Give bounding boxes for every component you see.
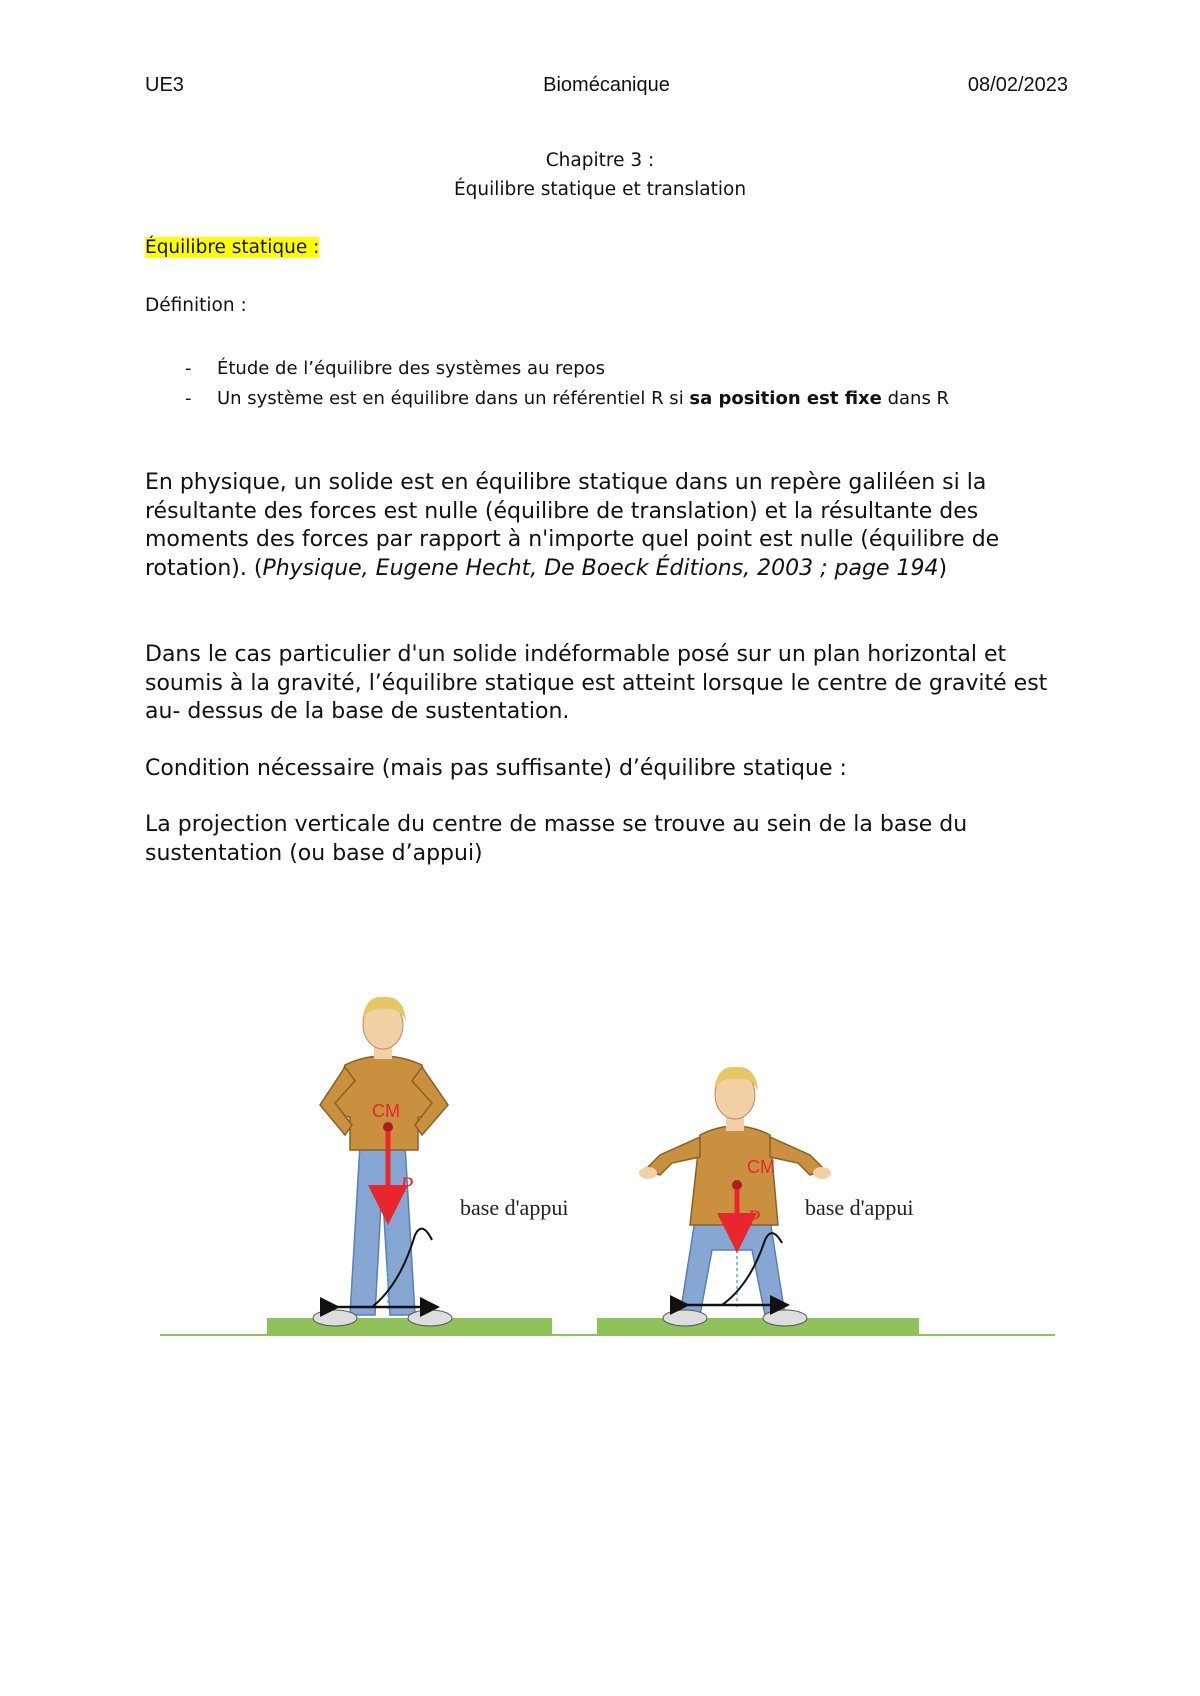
weight-label: P: [400, 1172, 414, 1197]
squatting-person-figure: [639, 1067, 913, 1326]
chapter-title: Équilibre statique et translation: [453, 179, 747, 200]
cm-label: CM: [372, 1101, 400, 1121]
paragraph-necessary-condition: Condition nécessaire (mais pas suffisante) d’équilibre statique :: [145, 756, 847, 781]
standing-person-figure: [313, 997, 568, 1326]
base-label: base d'appui: [805, 1195, 914, 1220]
page-header: [145, 74, 1068, 102]
paragraph-vertical-projection: La projection verticale du centre de masse se trouve au sein de la base du sustentation (ou base d’appui): [145, 812, 968, 866]
right-hand: [813, 1167, 831, 1179]
base-label: base d'appui: [460, 1195, 569, 1220]
paragraph-particular-case: Dans le cas particulier d'un solide indéformable posé sur un plan horizontal et soumis à la gravité, l’équilibre statique est atteint lorsque le centre de gravité est au- dessus de la base de sustentation.: [145, 642, 1048, 724]
list-item-text-after: dans R: [881, 388, 950, 409]
citation: Physique, Eugene Hecht, De Boeck Éditions, 2003 ; page 194: [262, 555, 939, 581]
right-shoe: [763, 1310, 807, 1326]
weight-label: P: [747, 1205, 761, 1230]
section-heading-highlighted: Équilibre statique :: [145, 237, 320, 258]
header-date: 08/02/2023: [967, 74, 1068, 96]
definition-label: Définition :: [145, 295, 247, 316]
paragraph-end: ): [938, 555, 948, 581]
list-item: [185, 354, 949, 384]
chapter-number: Chapitre 3 :: [545, 150, 655, 171]
list-item-text-before: Un système est en équilibre dans un référentiel R si: [217, 388, 690, 409]
section-heading: [145, 235, 319, 261]
header-course-code: UE3: [145, 74, 184, 96]
cm-label: CM: [747, 1157, 775, 1177]
paragraph-physics-definition: [145, 469, 1075, 583]
left-shoe: [663, 1310, 707, 1326]
center-of-mass-point: [732, 1180, 742, 1190]
list-dash: -: [185, 388, 192, 409]
list-dash: -: [185, 358, 192, 379]
list-item: [185, 384, 949, 414]
definition-list: [185, 354, 949, 414]
center-of-mass-point: [383, 1122, 393, 1132]
paragraph-text: En physique, un solide est en équilibre statique dans un repère galiléen si la résultante des forces est nulle (équilibre de translation) et la résultante des moments des forces par rapport à n'importe quel point est nulle (équilibre de rotation). (: [145, 470, 1000, 581]
jeans: [350, 1145, 415, 1315]
figure-base-of-support: [160, 985, 1060, 1345]
right-shoe: [408, 1310, 452, 1326]
list-item-text: Étude de l’équilibre des systèmes au repos: [217, 358, 606, 379]
chapter-title-block: [0, 146, 1200, 204]
left-shoe: [313, 1310, 357, 1326]
left-hand: [639, 1167, 657, 1179]
ground-slab-right: [597, 1318, 919, 1335]
list-item-bold-text: sa position est fixe: [689, 388, 882, 409]
header-subject: Biomécanique: [543, 74, 670, 96]
